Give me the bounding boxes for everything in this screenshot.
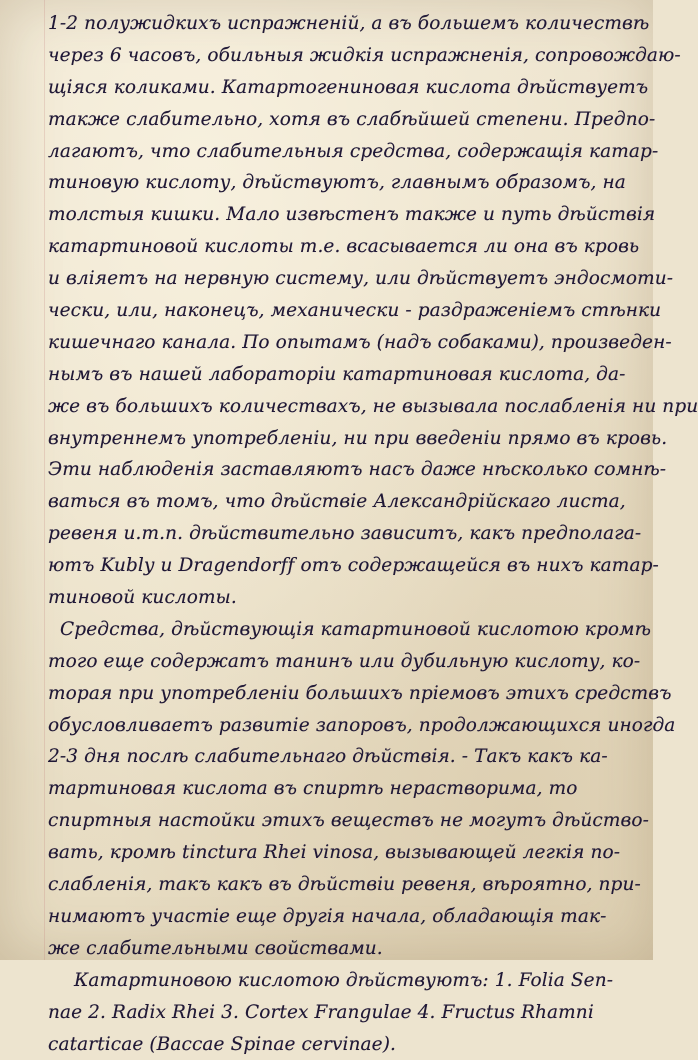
text-line: чески, или, наконецъ, механически - раздраженіемъ стѣнки [48, 295, 638, 327]
text-line: и вліяетъ на нервную систему, или дѣйствуетъ эндосмоти- [48, 263, 638, 295]
paragraph-1 [48, 8, 638, 614]
text-line: лагаютъ, что слабительныя средства, содержащія катар- [48, 136, 638, 168]
text-line: Средства, дѣйствующія катартиновой кислотою кромѣ [48, 614, 638, 646]
text-line: также слабительно, хотя въ слабѣйшей степени. Предпо- [48, 104, 638, 136]
text-line: обусловливаетъ развитіе запоровъ, продолжающихся иногда [48, 710, 638, 742]
text-line: же въ большихъ количествахъ, не вызывала послабленія ни при [48, 391, 638, 423]
text-line: тиновой кислоты. [48, 582, 638, 614]
text-line: катартиновой кислоты т.е. всасывается ли она въ кровь [48, 231, 638, 263]
text-line: нымъ въ нашей лабораторіи катартиновая кислота, да- [48, 359, 638, 391]
text-line: того еще содержатъ танинъ или дубильную кислоту, ко- [48, 646, 638, 678]
text-line: nae 2. Radix Rhei 3. Cortex Frangulae 4. Fructus Rhamni [48, 997, 638, 1029]
paragraph-2 [48, 614, 638, 965]
text-line: щіяся коликами. Катартогениновая кислота дѣйствуетъ [48, 72, 638, 104]
text-line: ревеня и.т.п. дѣйствительно зависитъ, какъ предполага- [48, 518, 638, 550]
text-line: же слабительными свойствами. [48, 933, 638, 965]
text-line: внутреннемъ употребленіи, ни при введеніи прямо въ кровь. [48, 423, 638, 455]
text-line: catarticae (Baccae Spinae cervinae). [48, 1029, 638, 1060]
text-line: нимаютъ участіе еще другія начала, обладающія так- [48, 901, 638, 933]
margin-line [44, 0, 45, 960]
text-line: тиновую кислоту, дѣйствуютъ, главнымъ образомъ, на [48, 167, 638, 199]
text-line: Эти наблюденія заставляютъ насъ даже нѣсколько сомнѣ- [48, 454, 638, 486]
text-line: тартиновая кислота въ спиртѣ нерастворима, то [48, 773, 638, 805]
text-line: 2-3 дня послѣ слабительнаго дѣйствія. - Такъ какъ ка- [48, 741, 638, 773]
text-line: торая при употребленіи большихъ пріемовъ этихъ средствъ [48, 678, 638, 710]
text-line: Катартиновою кислотою дѣйствуютъ: 1. Folia Sen- [48, 965, 638, 997]
text-line: слабленія, такъ какъ въ дѣйствіи ревеня, вѣроятно, при- [48, 869, 638, 901]
text-line: ютъ Kubly и Dragendorff отъ содержащейся въ нихъ катар- [48, 550, 638, 582]
text-line: вать, кромѣ tinctura Rhei vinosa, вызывающей легкія по- [48, 837, 638, 869]
text-line: через 6 часовъ, обильныя жидкія испражненія, сопровождаю- [48, 40, 638, 72]
text-line: 1-2 полужидкихъ испражненій, а въ большемъ количествѣ [48, 8, 638, 40]
paragraph-3 [48, 965, 638, 1060]
text-line: кишечнаго канала. По опытамъ (надъ собаками), произведен- [48, 327, 638, 359]
text-line: спиртныя настойки этихъ веществъ не могутъ дѣйство- [48, 805, 638, 837]
text-line: ваться въ томъ, что дѣйствіе Александрійскаго листа, [48, 486, 638, 518]
handwritten-text-body [48, 8, 638, 1060]
text-line: толстыя кишки. Мало извѣстенъ также и путь дѣйствія [48, 199, 638, 231]
